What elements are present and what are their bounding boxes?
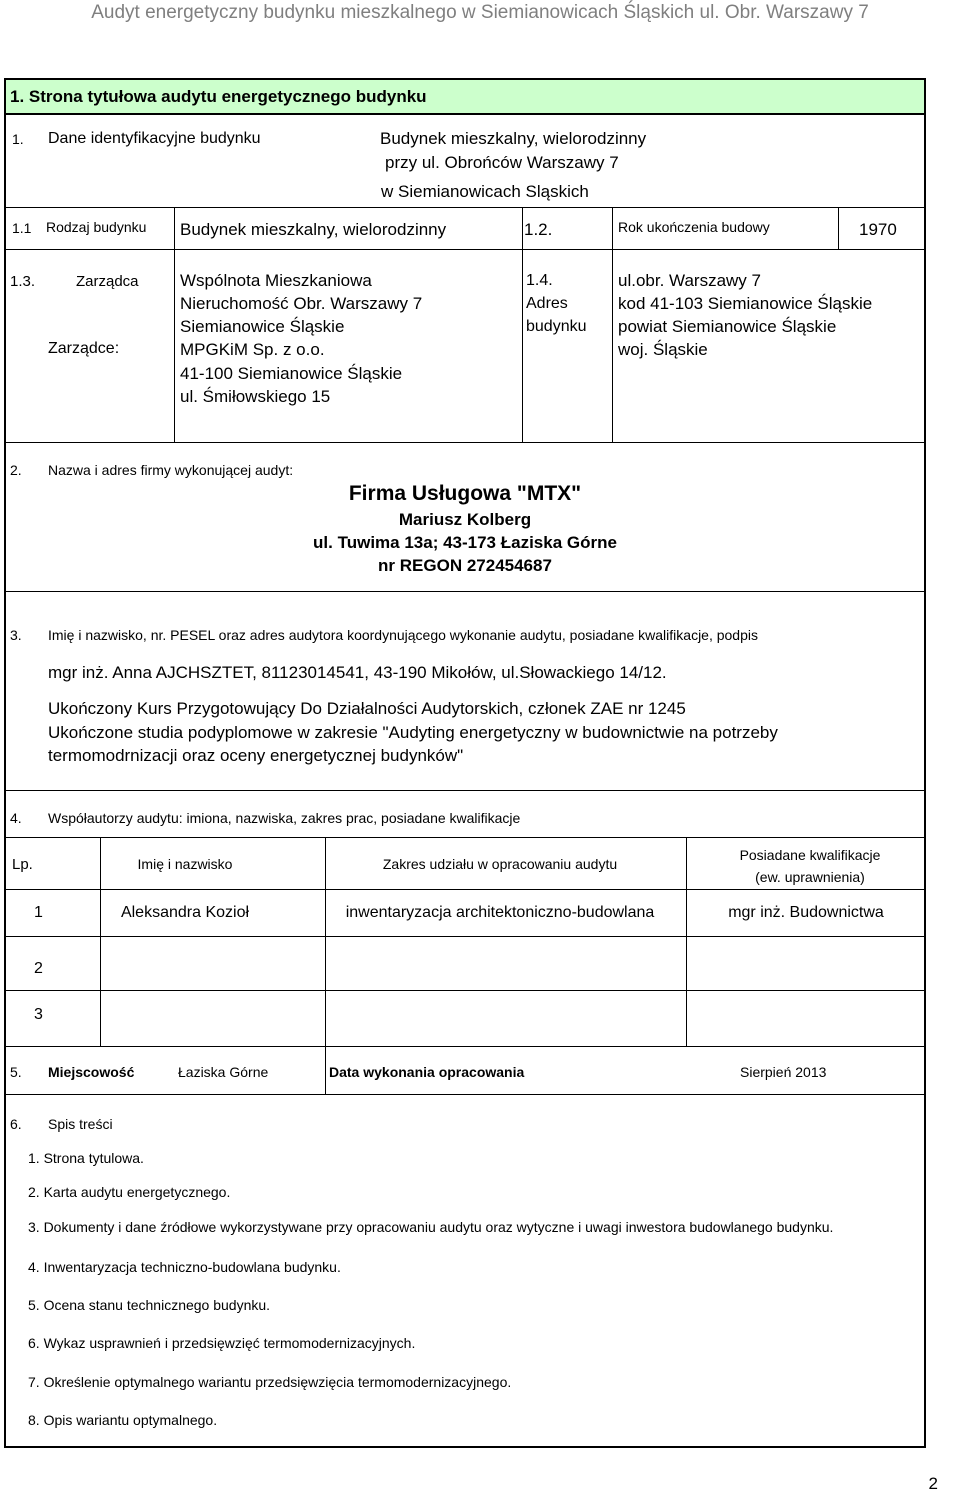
address-line-4: woj. Śląskie	[618, 340, 708, 359]
toc-item-8: 8. Opis wariantu optymalnego.	[28, 1412, 218, 1428]
row-3-lp: 3	[34, 1006, 43, 1023]
page-header: Audyt energetyczny budynku mieszkalnego w Siemianowicach Śląskich ul. Obr. Warszawy 7	[91, 2, 869, 23]
auditor-qual-2: Ukończone studia podyplomowe w zakresie "Audyting energetyczny w budownictwie na potrzeby	[48, 723, 778, 742]
s13-label: Zarządca	[76, 273, 139, 290]
s4-num: 4.	[10, 810, 22, 826]
s13-num: 1.3.	[10, 273, 36, 290]
owner-line-3: Siemianowice Śląskie	[180, 317, 345, 336]
toc-item-2: 2. Karta audytu energetycznego.	[28, 1184, 231, 1200]
s12-year: 1970	[859, 220, 897, 239]
col-lp: Lp.	[12, 856, 33, 873]
s5-label: Miejscowość	[48, 1064, 135, 1080]
col-qual: Posiadane kwalifikacje	[739, 847, 881, 863]
toc-item-3: 3. Dokumenty i dane źródłowe wykorzystywane przy opracowaniu audytu oraz wytyczne i uwagi inwestora budowlanego budynku.	[28, 1219, 834, 1235]
s12-num: 1.2.	[524, 220, 553, 239]
toc-item-7: 7. Określenie optymalnego wariantu przedsięwzięcia termomodernizacyjnego.	[28, 1374, 512, 1390]
manager-line-3: ul. Śmiłowskiego 15	[180, 387, 331, 406]
s6-label: Spis treści	[48, 1116, 113, 1132]
document-title: 1. Strona tytułowa audytu energetycznego budynku	[10, 87, 427, 106]
s3-num: 3.	[10, 627, 22, 643]
s5-date-label: Data wykonania opracowania	[329, 1064, 525, 1080]
toc-item-5: 5. Ocena stanu technicznego budynku.	[28, 1297, 271, 1313]
s5-place: Łaziska Górne	[178, 1064, 269, 1080]
firm-name: Firma Usługowa "MTX"	[348, 482, 582, 505]
firm-person: Mariusz Kolberg	[398, 510, 532, 529]
address-line-3: powiat Siemianowice Śląskie	[618, 317, 837, 336]
manager-line-1: MPGKiM Sp. z o.o.	[180, 340, 325, 359]
s1-line-1: Budynek mieszkalny, wielorodzinny	[380, 129, 647, 148]
s3-label: Imię i nazwisko, nr. PESEL oraz adres audytora koordynującego wykonanie audytu, posiadane kwalifikacje, podpis	[48, 627, 758, 643]
address-line-2: kod 41-103 Siemianowice Śląskie	[618, 294, 873, 313]
s1-line-2: przy ul. Obrońców Warszawy 7	[385, 153, 619, 172]
row-1-scope: inwentaryzacja architektoniczno-budowlana	[345, 904, 655, 921]
firm-address: ul. Tuwima 13a; 43-173 Łaziska Górne	[313, 533, 617, 552]
s2-num: 2.	[10, 462, 22, 478]
manager-line-2: 41-100 Siemianowice Śląskie	[180, 364, 403, 383]
s1-label: Dane identyfikacyjne budynku	[48, 130, 261, 147]
row-1-name: Aleksandra Kozioł	[120, 904, 250, 921]
s14-label-1: Adres	[526, 295, 568, 312]
s6-num: 6.	[10, 1116, 22, 1132]
toc-item-4: 4. Inwentaryzacja techniczno-budowlana budynku.	[28, 1259, 341, 1275]
row-1-lp: 1	[34, 904, 43, 921]
owner-line-2: Nieruchomość Obr. Warszawy 7	[180, 294, 423, 313]
toc-item-1: 1. Strona tytulowa.	[28, 1150, 144, 1166]
auditor-qual-1: Ukończony Kurs Przygotowujący Do Działalności Audytorskich, członek ZAE nr 1245	[48, 699, 686, 718]
firm-regon: nr REGON 272454687	[378, 556, 552, 575]
s12-label: Rok ukończenia budowy	[618, 219, 770, 235]
s13-label2: Zarządce:	[48, 340, 120, 357]
s11-label: Rodzaj budynku	[46, 219, 147, 235]
s11-value: Budynek mieszkalny, wielorodzinny	[180, 220, 447, 239]
s11-num: 1.1	[12, 220, 32, 236]
col-scope: Zakres udziału w opracowaniu audytu	[382, 856, 618, 872]
auditor-info: mgr inż. Anna AJCHSZTET, 81123014541, 43-190 Mikołów, ul.Słowackiego 14/12.	[48, 663, 667, 682]
s5-num: 5.	[10, 1064, 22, 1080]
s1-line-3: w Siemianowicach Sląskich	[381, 182, 589, 201]
auditor-qual-3: termomodrnizacji oraz oceny energetycznej budynków"	[48, 746, 464, 765]
s14-num: 1.4.	[526, 272, 553, 289]
s14-label-2: budynku	[526, 318, 587, 335]
row-2-lp: 2	[34, 960, 43, 977]
address-line-1: ul.obr. Warszawy 7	[618, 271, 761, 290]
owner-line-1: Wspólnota Mieszkaniowa	[180, 271, 372, 290]
col-name: Imię i nazwisko	[137, 856, 233, 872]
page-number: 2	[928, 1474, 938, 1493]
s4-label: Współautorzy audytu: imiona, nazwiska, zakres prac, posiadane kwalifikacje	[48, 810, 521, 826]
s1-num: 1.	[12, 131, 24, 147]
toc-item-6: 6. Wykaz usprawnień i przedsięwzięć termomodernizacyjnych.	[28, 1335, 416, 1351]
col-qual-2: (ew. uprawnienia)	[755, 869, 865, 885]
s5-date: Sierpień 2013	[740, 1064, 827, 1080]
s2-label: Nazwa i adres firmy wykonującej audyt:	[48, 462, 294, 478]
row-1-qual: mgr inż. Budownictwa	[728, 904, 884, 921]
